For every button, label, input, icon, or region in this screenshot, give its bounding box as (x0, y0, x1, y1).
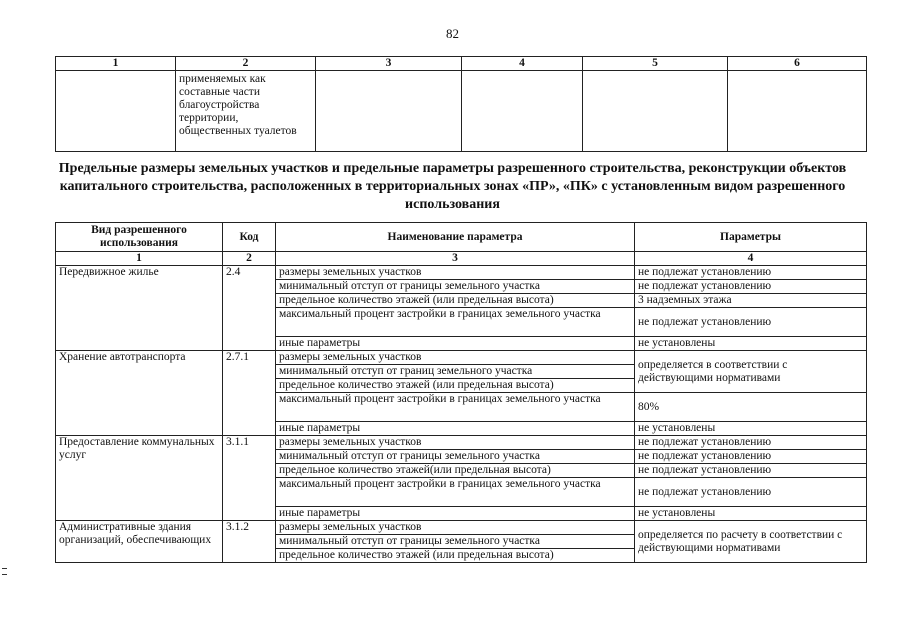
column-number: 2 (176, 57, 316, 71)
parameter-value-cell: не подлежат установлению (635, 308, 867, 337)
column-number: 1 (56, 57, 176, 71)
table-cell (316, 71, 462, 152)
parameter-name-cell: размеры земельных участков (276, 351, 635, 365)
parameter-name-cell: предельное количество этажей (или предельная высота) (276, 294, 635, 308)
parameter-value-cell: не установлены (635, 507, 867, 521)
header-type: Вид разрешенного использования (56, 223, 223, 252)
column-number: 3 (316, 57, 462, 71)
parameter-name-cell: минимальный отступ от границы земельного участка (276, 535, 635, 549)
header-code: Код (223, 223, 276, 252)
parameter-value-cell: не установлены (635, 337, 867, 351)
parameter-value-cell: не установлены (635, 422, 867, 436)
parameter-name-cell: максимальный процент застройки в границах земельного участка (276, 308, 635, 337)
parameter-name-cell: предельное количество этажей (или предельная высота) (276, 379, 635, 393)
table-cell (728, 71, 867, 152)
parameter-value-cell: не подлежат установлению (635, 436, 867, 450)
parameter-value-cell: 80% (635, 393, 867, 422)
parameter-value-cell: определяется по расчету в соответствии с действующими нормативами (635, 521, 867, 563)
code-cell: 3.1.2 (223, 521, 276, 563)
table-header (56, 223, 867, 252)
parameter-value-cell: не подлежат установлению (635, 280, 867, 294)
parameter-name-cell: максимальный процент застройки в границах земельного участка (276, 393, 635, 422)
section-title: Предельные размеры земельных участков и предельные параметры разрешенного строительства, реконструкции объектов капитального строительства, расположенных в территориальных зонах «ПР», «ПК» с установленным видом разрешенного использования (58, 161, 847, 212)
parameter-value-cell: не подлежат установлению (635, 450, 867, 464)
table-cell (583, 71, 728, 152)
header-parameter-name: Наименование параметра (276, 223, 635, 252)
use-type-cell: Хранение автотранспорта (56, 351, 223, 436)
column-number: 4 (462, 57, 583, 71)
parameter-value-cell: не подлежат установлению (635, 464, 867, 478)
parameter-name-cell: максимальный процент застройки в границах земельного участка (276, 478, 635, 507)
column-number: 4 (635, 252, 867, 266)
parameter-name-cell: иные параметры (276, 337, 635, 351)
table-row (56, 351, 867, 365)
column-number: 1 (56, 252, 223, 266)
table-row (56, 266, 867, 280)
use-type-cell: Передвижное жилье (56, 266, 223, 351)
parameter-name-cell: размеры земельных участков (276, 266, 635, 280)
parameter-name-cell: предельное количество этажей (или предельная высота) (276, 549, 635, 563)
parameter-name-cell: предельное количество этажей(или предельная высота) (276, 464, 635, 478)
parameter-name-cell: минимальный отступ от границы земельного участка (276, 280, 635, 294)
parameter-name-cell: иные параметры (276, 507, 635, 521)
parameter-value-cell: не подлежат установлению (635, 266, 867, 280)
parameter-name-cell: минимальный отступ от границы земельного участка (276, 450, 635, 464)
table-row (56, 71, 867, 152)
header-parameters: Параметры (635, 223, 867, 252)
use-type-cell: Предоставление коммунальных услуг (56, 436, 223, 521)
parameter-value-cell: 3 надземных этажа (635, 294, 867, 308)
parameters-table (55, 222, 867, 563)
code-cell: 3.1.1 (223, 436, 276, 521)
parameter-name-cell: иные параметры (276, 422, 635, 436)
table-row (56, 521, 867, 535)
parameter-value-cell: определяется в соответствии с действующими нормативами (635, 351, 867, 393)
column-number: 5 (583, 57, 728, 71)
use-type-cell: Административные здания организаций, обеспечивающих (56, 521, 223, 563)
column-number: 6 (728, 57, 867, 71)
page-number: 82 (446, 26, 459, 41)
table-cell (56, 71, 176, 152)
table-row (56, 436, 867, 450)
table-cell: применяемых как составные части благоустройства территории, общественных туалетов (176, 71, 316, 152)
parameter-name-cell: минимальный отступ от границ земельного участка (276, 365, 635, 379)
continuation-table-header (56, 57, 867, 71)
column-number: 2 (223, 252, 276, 266)
continuation-table (55, 56, 867, 152)
code-cell: 2.7.1 (223, 351, 276, 436)
column-numbers-row (56, 252, 867, 266)
table-cell (462, 71, 583, 152)
code-cell: 2.4 (223, 266, 276, 351)
column-number: 3 (276, 252, 635, 266)
parameter-value-cell: не подлежат установлению (635, 478, 867, 507)
margin-mark (2, 568, 7, 575)
parameter-name-cell: размеры земельных участков (276, 521, 635, 535)
parameter-name-cell: размеры земельных участков (276, 436, 635, 450)
